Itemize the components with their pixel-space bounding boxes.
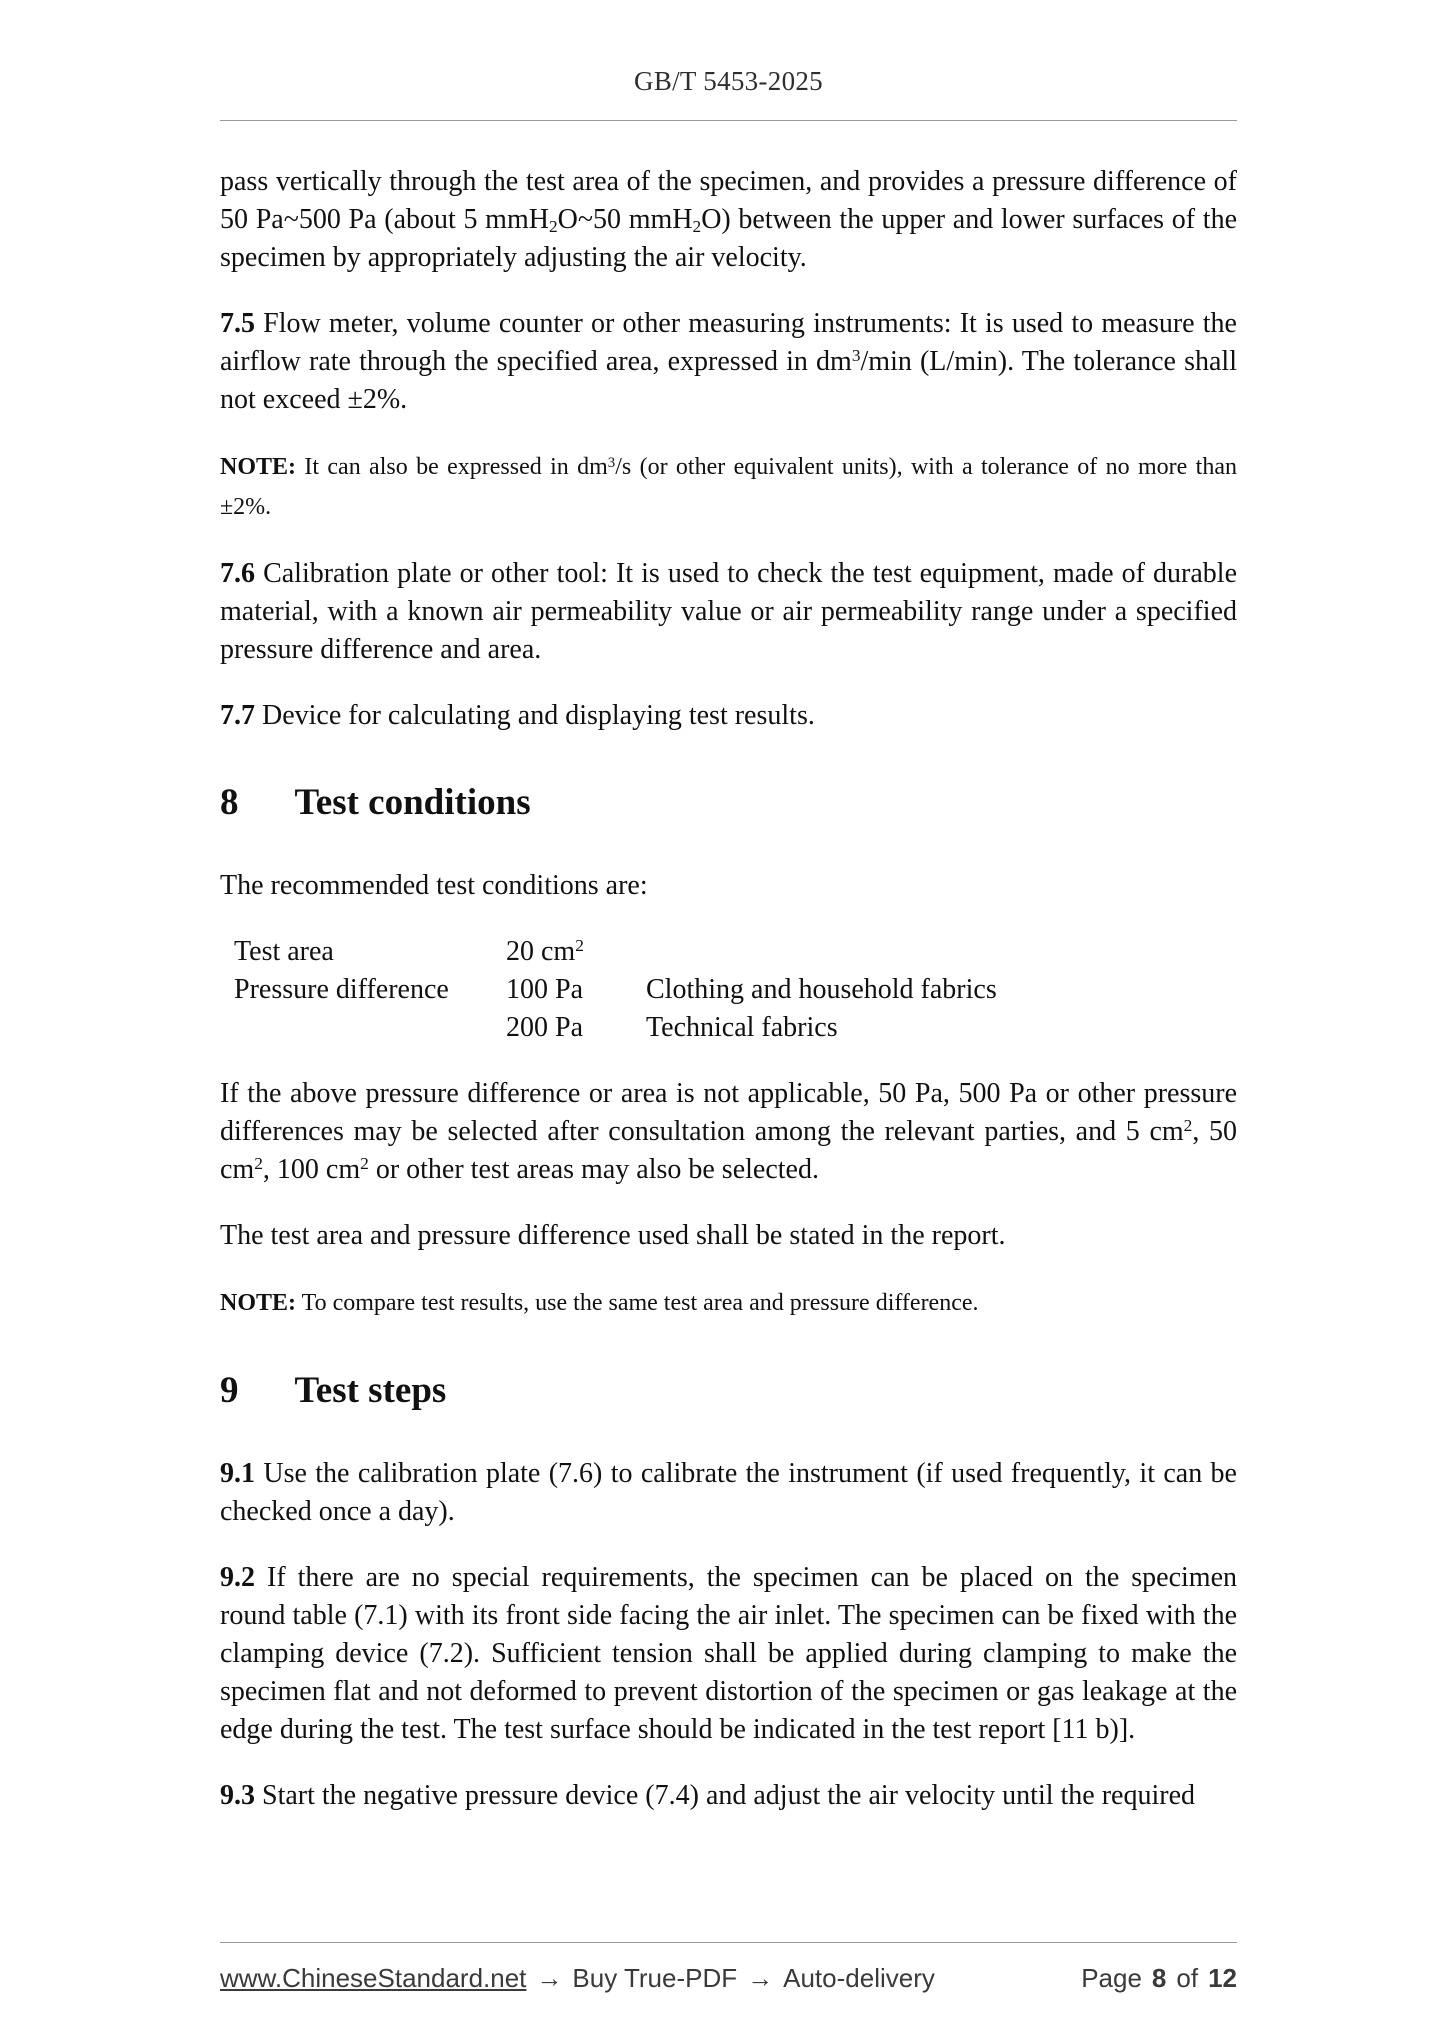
bold-text: 9.3 (220, 1780, 255, 1811)
section-number: 9 (220, 1370, 239, 1411)
table-cell (506, 971, 646, 1009)
text-run: Pressure difference (234, 974, 449, 1005)
footer-buy-label: Buy True-PDF (572, 1963, 738, 1993)
text-run: To compare test results, use the same test area and pressure difference. (296, 1290, 979, 1316)
bold-text: NOTE: (220, 1290, 297, 1316)
bold-text: 7.7 (220, 700, 255, 731)
superscript: 3 (851, 346, 861, 366)
superscript: 3 (607, 454, 616, 471)
bold-text: 7.5 (220, 308, 255, 339)
text-run: It can also be expressed in dm (296, 454, 608, 480)
paragraph (220, 867, 1237, 905)
superscript: 2 (360, 1154, 369, 1174)
text-run: , 50 cm (220, 1116, 1238, 1185)
table-cell (506, 1009, 646, 1047)
section-heading (220, 779, 1237, 827)
bold-text: 9.1 (220, 1458, 255, 1489)
footer-delivery-label: Auto-delivery (783, 1963, 935, 1993)
text-run: 200 Pa (506, 1012, 583, 1043)
text-run: O) between the upper and lower surfaces of the specimen by appropriately adjusting the air velocity. (220, 204, 1237, 273)
arrow-right-icon: → (747, 1963, 774, 1993)
text-run: 20 cm (506, 936, 576, 967)
bold-text: NOTE: (220, 454, 297, 480)
text-run: /s (or other equivalent units), with a tolerance of no more than ±2%. (220, 454, 1237, 520)
text-run: /min (L/min). The tolerance shall not exceed ±2%. (220, 346, 1237, 415)
document-body (0, 121, 1445, 1815)
document-number: GB/T 5453-2025 (634, 66, 823, 96)
page-label: Page (1081, 1963, 1142, 1993)
text-run: If there are no special requirements, the specimen can be placed on the specimen round table (7.1) with its front side facing the air inlet. The specimen can be fixed with the clamping device (7.2). Sufficient tension shall be applied during clamping to make the specimen flat and not deformed to prevent distortion of the specimen or gas leakage at the edge during the test. The test surface should be indicated in the test report [11 b)]. (220, 1562, 1237, 1745)
paragraph (220, 1075, 1237, 1189)
table-cell (234, 1009, 506, 1047)
table-cell (646, 933, 1237, 971)
table-cell (234, 933, 506, 971)
text-run: O~50 mmH (557, 204, 693, 235)
section-title: Test conditions (294, 782, 531, 823)
subscript: 2 (692, 216, 702, 236)
text-run: Device for calculating and displaying test results. (255, 700, 815, 731)
table-cell (646, 971, 1237, 1009)
table-cell (506, 933, 646, 971)
text-run: , 100 cm (262, 1154, 361, 1185)
text-run: The recommended test conditions are: (220, 870, 648, 901)
text-run: Calibration plate or other tool: It is used to check the test equipment, made of durable material, with a known air permeability value or air permeability range under a specified pressure difference and area. (220, 558, 1237, 665)
text-run: or other test areas may also be selected. (368, 1154, 819, 1185)
page-header (0, 0, 1445, 98)
footer-site-link[interactable]: www.ChineseStandard.net (220, 1963, 527, 1993)
text-run: Test area (234, 936, 334, 967)
table-row (234, 1009, 1237, 1047)
superscript: 2 (1183, 1116, 1193, 1136)
paragraph (220, 555, 1237, 669)
note-paragraph (220, 1283, 1237, 1323)
table-row (234, 933, 1237, 971)
bold-text: 9.2 (220, 1562, 255, 1593)
section-heading (220, 1367, 1237, 1415)
test-conditions-table (234, 933, 1237, 1047)
text-run: Start the negative pressure device (7.4) and adjust the air velocity until the required (255, 1780, 1196, 1811)
text-run: 100 Pa (506, 974, 583, 1005)
arrow-right-icon: → (536, 1963, 563, 1993)
text-run: The test area and pressure difference used shall be stated in the report. (220, 1220, 1006, 1251)
footer-links (220, 1963, 935, 1994)
note-paragraph (220, 447, 1237, 527)
text-run: Flow meter, volume counter or other measuring instruments: It is used to measure the airflow rate through the specified area, expressed in dm (220, 308, 1237, 377)
paragraph (220, 305, 1237, 419)
paragraph (220, 697, 1237, 735)
text-run: Clothing and household fabrics (646, 974, 997, 1005)
page-footer (220, 1942, 1237, 1994)
superscript: 2 (575, 936, 584, 956)
paragraph (220, 163, 1237, 277)
text-run: If the above pressure difference or area is not applicable, 50 Pa, 500 Pa or other pressure differences may be selected after consultation among the relevant parties, and 5 cm (220, 1078, 1237, 1147)
paragraph (220, 1777, 1237, 1815)
of-label: of (1176, 1963, 1199, 1993)
table-cell (646, 1009, 1237, 1047)
section-number: 8 (220, 782, 239, 823)
page-current: 8 (1151, 1963, 1167, 1993)
paragraph (220, 1455, 1237, 1531)
text-run: Use the calibration plate (7.6) to calibrate the instrument (if used frequently, it can be checked once a day). (220, 1458, 1237, 1527)
table-row (234, 971, 1237, 1009)
page-total: 12 (1208, 1963, 1237, 1993)
subscript: 2 (548, 216, 558, 236)
paragraph (220, 1217, 1237, 1255)
page-number (1081, 1963, 1237, 1994)
section-title: Test steps (294, 1370, 447, 1411)
bold-text: 7.6 (220, 558, 255, 589)
superscript: 2 (254, 1154, 263, 1174)
table-cell (234, 971, 506, 1009)
paragraph (220, 1559, 1237, 1749)
text-run: pass vertically through the test area of the specimen, and provides a pressure difference of 50 Pa~500 Pa (about 5 mmH (220, 166, 1237, 235)
text-run: Technical fabrics (646, 1012, 838, 1043)
